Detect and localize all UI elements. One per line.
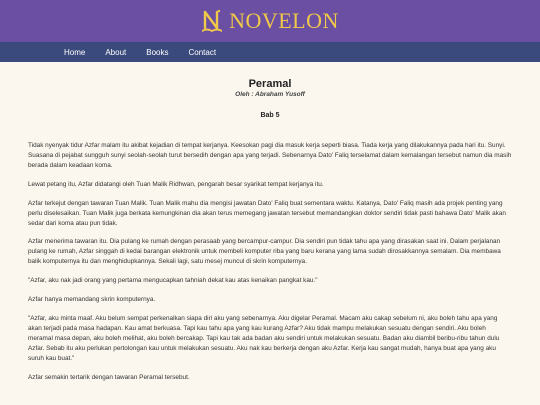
nav-contact[interactable]: Contact xyxy=(188,47,217,57)
story-paragraph: Lewat petang itu, Azfar didatangi oleh Tuan Malik Ridhwan, pengarah besar syarikat tempat kerjanya itu. xyxy=(28,180,324,188)
site-logo[interactable] xyxy=(201,8,339,34)
story-paragraph: Azfar hanya memandang skrin komputernya. xyxy=(28,296,156,304)
main-nav xyxy=(0,42,540,62)
nav-home[interactable]: Home xyxy=(64,47,86,57)
story-paragraph: "Azfar, aku nak jadi orang yang pertama mengucapkan tahniah dekat kau atas kenaikan pangkat kau." xyxy=(28,277,318,285)
site-header xyxy=(0,0,540,42)
story-title: Peramal xyxy=(248,78,292,90)
story-paragraph: Tidak nyenyak tidur Azfar malam itu akibat kejadian di tempat kerjanya. Keesokan pagi dia masuk kerja seperti biasa. Tiada kerja yang dilakukannya pada hari itu. Sunyi. Suasana di pejabat sungguh sunyi seolah-seolah turut bersedih dengan apa yang terjadi. Sebenarnya Dato' Faliq terselamat dalam kemalangan tersebut namun dia masih berada dalam keadaan koma. xyxy=(28,142,512,169)
chapter-heading: Bab 5 xyxy=(260,112,280,119)
nav-about[interactable]: About xyxy=(105,47,127,57)
book-n-logo-icon xyxy=(201,8,223,34)
story-content xyxy=(0,62,540,383)
story-author: Oleh : Abraham Yusoff xyxy=(235,91,305,98)
story-paragraph: "Azfar, aku minta maaf. Aku belum sempat perkenalkan siapa diri aku yang sebenarnya. Aku digelar Peramal. Macam aku cakap sebelum ni, aku boleh tahu apa yang akan terjadi pada masa hadapan. Kau amat berkuasa. Tapi kau tahu apa yang kau kurang Azfar? Aku tidak mampu melakukan sesuatu dengan sendiri. Aku boleh meramal masa depan, aku boleh melihat, aku boleh bercakap. Tapi kau tak ada badan aku sendiri untuk melakukan sesuatu. Badan aku diambil beribu-ribu tahun dulu Azfar. Sebab itu aku perlukan pertolongan kau untuk melakukan sesuatu. Aku nak kau berkerja dengan aku Azfar. Kerja kau sangat mudah, hanya buat apa yang aku suruh kau buat." xyxy=(28,315,500,362)
story-paragraph: Azfar menerima tawaran itu. Dia pulang ke rumah dengan perasaab yang bercampur-campur. Dia sendiri pun tidak tahu apa yang dirasakan saat ini. Dalam perjalanan pulang ke rumah, Azfar singgah di kedai barangan elektronik untuk membeli komputer riba yang baru kerana yang lama sudah dirosakkannya semalam. Dia membawa balik komputernya itu dan menghidupkannya. Sekali lagi, satu mesej muncul di skrin komputernya. xyxy=(28,238,501,266)
story-paragraph: Azfar terkejut dengan tawaran Tuan Malik. Tuan Malik mahu dia mengisi jawatan Dato' Faliq buat sementara waktu. Katanya, Dato' Faliq masih ada projek penting yang perlu diselesaikan. Tuan Malik juga berkata kemungkinan dia akan terus memegang jawatan tersebut memandangkan doktor sendiri tidak pasti bahawa Dato' Malik akan sedar dari koma atau pun tidak. xyxy=(28,199,506,227)
brand-name: NOVELON xyxy=(229,8,339,33)
nav-books[interactable]: Books xyxy=(146,47,169,57)
story-paragraph: Azfar semakin tertarik dengan tawaran Peramal tersebut. xyxy=(28,373,190,381)
